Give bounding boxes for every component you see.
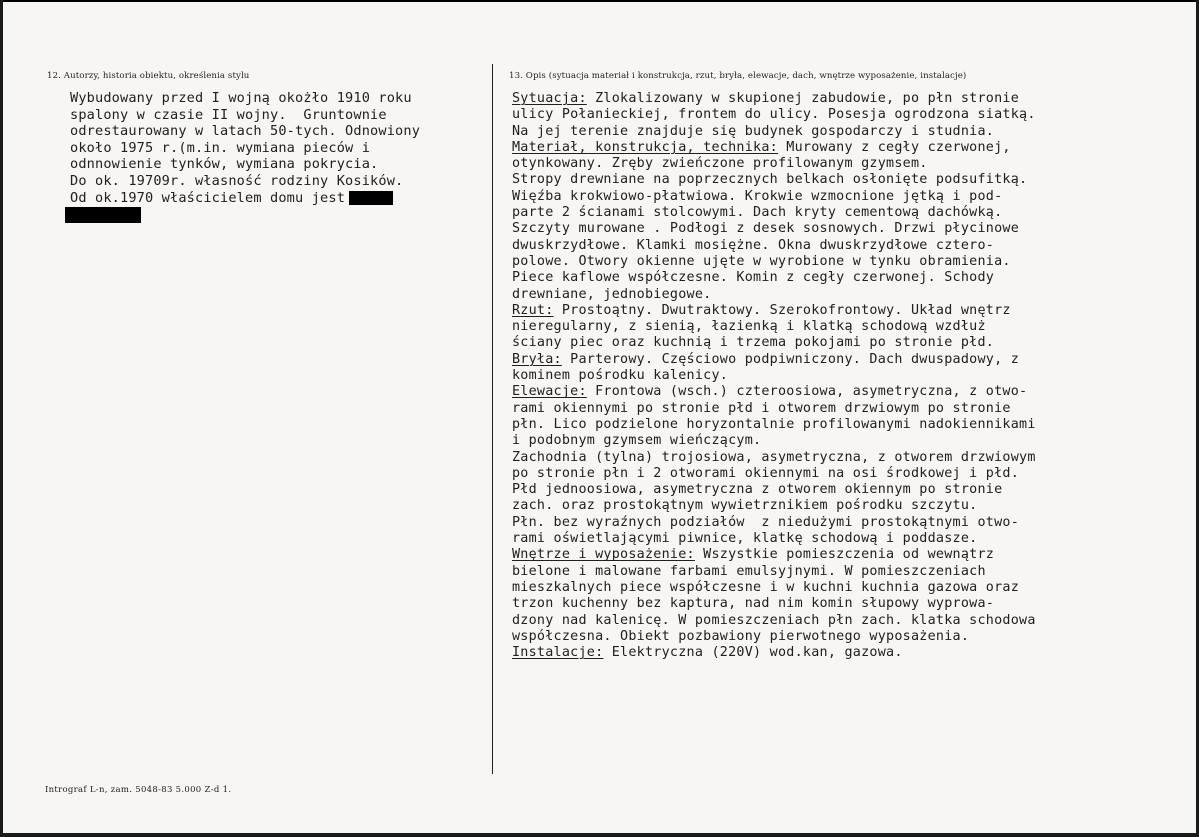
description-line-text: rami oświetlającymi piwnice, klatkę schodową i poddasze.: [512, 531, 978, 547]
section-label: Elewacje:: [512, 384, 587, 400]
description-line: [512, 156, 1036, 172]
description-line-text: Płn. bez wyraźnych podziałów z niedużymi prostokątnymi otwo-: [512, 514, 1020, 530]
description-line: [512, 384, 1036, 400]
description-line-text: parte 2 ścianami stolcowymi. Dach kryty cementową dachówką.: [512, 205, 1003, 221]
description-line: [512, 189, 1036, 205]
history-line: spalony w czasie II wojny. Gruntownie: [70, 106, 387, 123]
description-line: [512, 172, 1036, 188]
description-line: [512, 433, 1036, 449]
description-line: [512, 107, 1036, 123]
description-line-text: nieregularny, z sienią, łazienką i klatką schodową wzdłuż: [512, 319, 986, 335]
description-line-text: po stronie płn i 2 otworami okiennymi na osi środkowej i płd.: [512, 465, 1020, 481]
description-line-text: trzon kuchenny bez kaptura, nad nim komin słupowy wyprowa-: [512, 596, 995, 612]
description-line-text: Szczyty murowane . Podłogi z desek sosnowych. Drzwi płycinowe: [512, 221, 1020, 237]
description-line: [512, 254, 1036, 270]
description-line-text: Parterowy. Częściowo podpiwniczony. Dach dwuspadowy, z: [561, 351, 1020, 367]
description-line-text: polowe. Otwory okienne ujęte w wyrobione w tynku obramienia.: [512, 253, 1011, 269]
description-line: [512, 629, 1036, 645]
redaction-bar: [65, 207, 141, 223]
history-line: Wybudowany przed I wojną okożło 1910 roku: [70, 90, 412, 106]
description-line: [512, 613, 1036, 629]
description-line: [512, 466, 1036, 482]
description-line-text: Płd jednoosiowa, asymetryczna z otworem okiennym po stronie: [512, 482, 1003, 498]
history-line: Do ok. 19709r. własność rodziny Kosików.: [70, 172, 404, 189]
description-line-text: otynkowany. Zręby zwieńczone profilowanym gzymsem.: [512, 156, 928, 172]
description-line-text: Murowany z cegły czerwonej,: [777, 139, 1011, 155]
description-line: [512, 368, 1036, 384]
description-line: [512, 515, 1036, 531]
description-line: [512, 303, 1036, 319]
section-13-header: 13. Opis (sytuacja materiał i konstrukcja, rzut, bryła, elewacje, dach, wnętrze wyposażenie, instalacje): [509, 71, 967, 81]
description-line: [512, 417, 1036, 433]
description-line-text: ściany piec oraz kuchnią i trzema pokojami po stronie płd.: [512, 335, 995, 351]
description-line-text: Na jej terenie znajduje się budynek gospodarczy i studnia.: [512, 123, 995, 139]
description-line: [512, 580, 1036, 596]
description-line: [512, 335, 1036, 351]
description-line-text: bielone i malowane farbami emulsyjnymi. W pomieszczeniach: [512, 563, 986, 579]
description-line-text: Piece kaflowe współczesne. Komin z cegły czerwonej. Schody: [512, 270, 995, 286]
description-line: [512, 352, 1036, 368]
description-line: [512, 564, 1036, 580]
description-line-text: i podobnym gzymsem wieńczącym.: [512, 433, 762, 449]
description-line-text: Stropy drewniane na poprzecznych belkach osłonięte podsufitką.: [512, 172, 1028, 188]
column-divider: [492, 64, 493, 774]
description-line: [512, 531, 1036, 547]
history-line: odrestaurowany w latach 50-tych. Odnowiony: [70, 123, 421, 140]
description-line: [512, 319, 1036, 335]
history-line: Od ok.1970 właścicielem domu jest: [70, 190, 420, 207]
description-line: [512, 270, 1036, 286]
description-line: [512, 547, 1036, 563]
description-line-text: współczesna. Obiekt pozbawiony pierwotnego wyposażenia.: [512, 628, 970, 644]
description-line-text: Elektryczna (220V) wod.kan, gazowa.: [603, 645, 903, 661]
description-line: [512, 221, 1036, 237]
description-line: [512, 238, 1036, 254]
record-sheet: [3, 0, 1196, 833]
section-label: Instalacje:: [512, 645, 604, 661]
description-line-text: dzony nad kalenicę. W pomieszczeniach płn zach. klatka schodowa: [512, 612, 1036, 628]
description-line: [512, 140, 1036, 156]
description-line: [512, 482, 1036, 498]
description-line: [512, 450, 1036, 466]
description-line-text: rami okiennymi po stronie płd i otworem drzwiowym po stronie: [512, 400, 1011, 416]
description-line-text: ulicy Połanieckiej, frontem do ulicy. Posesja ogrodzona siatką.: [512, 107, 1036, 123]
description-line-text: dwuskrzydłowe. Klamki mosiężne. Okna dwuskrzydłowe cztero-: [512, 237, 995, 253]
description-line-text: Zlokalizowany w skupionej zabudowie, po płn stronie: [586, 91, 1020, 106]
description-line: [512, 91, 1036, 107]
description-line: [512, 287, 1036, 303]
description-line: [512, 401, 1036, 417]
description-line: [512, 596, 1036, 612]
description-line: [512, 498, 1036, 514]
description-line-text: płn. Lico podzielone horyzontalnie profilowanymi nadokiennikami: [512, 416, 1036, 432]
description-line-text: Wszystkie pomieszczenia od wewnątrz: [694, 547, 995, 563]
section-label: Sytuacja:: [512, 91, 587, 106]
description-line-text: mieszkalnych piece współczesne i w kuchni kuchnia gazowa oraz: [512, 579, 1020, 595]
description-line: [512, 205, 1036, 221]
description-line-text: Więźba krokwiowo-płatwiowa. Krokwie wzmocnione jętką i pod-: [512, 188, 1003, 204]
description-line-text: kominem pośrodku kalenicy.: [512, 368, 729, 384]
section-label: Rzut:: [512, 302, 554, 318]
section-label: Bryła:: [512, 351, 562, 367]
description-line: [512, 645, 1036, 661]
section-12-header: 12. Autorzy, historia obiektu, określenia stylu: [47, 71, 250, 81]
description-line-text: Frontowa (wsch.) czteroosiowa, asymetryczna, z otwo-: [586, 384, 1028, 400]
section-label: Wnętrze i wyposażenie:: [512, 547, 695, 563]
section-label: Materiał, konstrukcja, technika:: [512, 139, 778, 155]
description-line-text: zach. oraz prostokątnym wywietrznikiem pośrodku szczytu.: [512, 498, 978, 514]
description-line-text: Zachodnia (tylna) trojosiowa, asymetryczna, z otworem drzwiowym: [512, 449, 1036, 465]
history-line: około 1975 r.(m.in. wymiana pieców i: [70, 139, 371, 156]
redaction-bar: [349, 191, 393, 205]
history-text: [70, 90, 420, 206]
description-line-text: Prostoątny. Dwutraktowy. Szerokofrontowy. Układ wnętrz: [553, 302, 1011, 318]
history-line: odnnowienie tynków, wymiana pokrycia.: [70, 156, 379, 173]
description-line-text: drewniane, jednobiegowe.: [512, 286, 712, 302]
description-text: [512, 91, 1036, 661]
printer-imprint: Intrograf L-n, zam. 5048-83 5.000 Z-d 1.: [45, 785, 232, 795]
description-line: [512, 124, 1036, 140]
